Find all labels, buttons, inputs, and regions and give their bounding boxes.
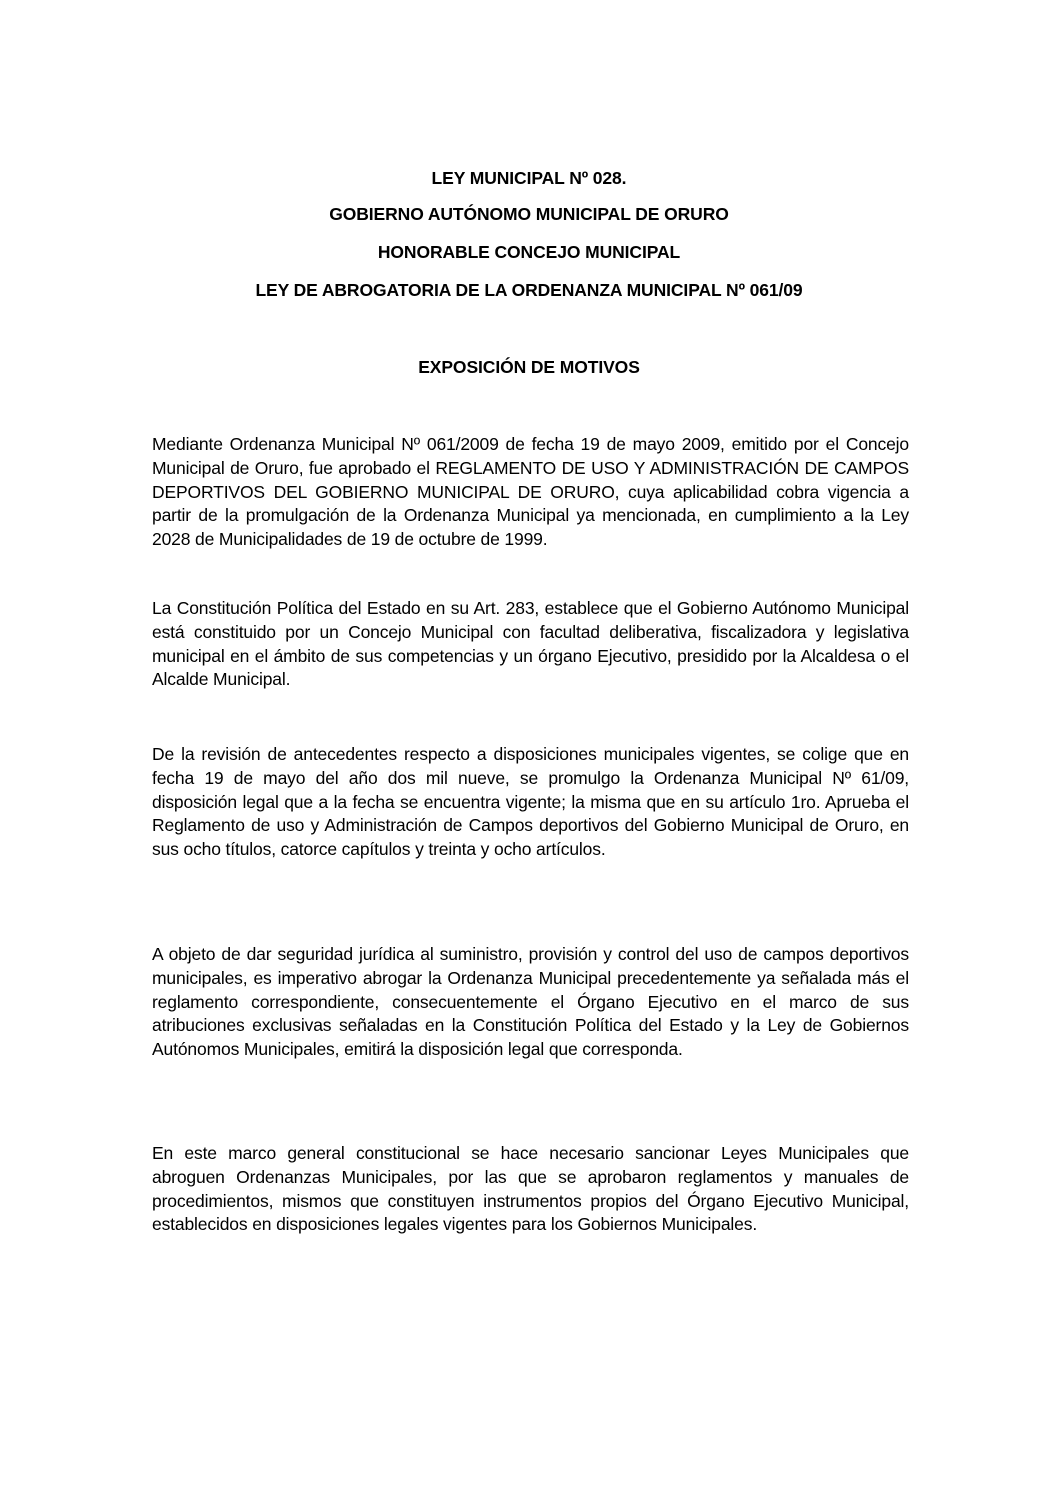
government-name-heading: GOBIERNO AUTÓNOMO MUNICIPAL DE ORURO	[329, 204, 729, 224]
paragraph-4: A objeto de dar seguridad jurídica al suministro, provisión y control del uso de campos deportivos municipales, es imperativo abrogar la Ordenanza Municipal precedentemente ya señalada más el reglamento correspondiente, consecuentemente el Órgano Ejecutivo en el marco de sus atribuciones exclusivas señaladas en la Constitución Política del Estado y la Ley de Gobiernos Autónomos Municipales, emitirá la disposición legal que corresponda.	[152, 944, 909, 1060]
paragraph-3: De la revisión de antecedentes respecto a disposiciones municipales vigentes, se colige que en fecha 19 de mayo del año dos mil nueve, se promulgo la Ordenanza Municipal Nº 61/09, disposición legal que a la fecha se encuentra vigente; la misma que en su artículo 1ro. Aprueba el Reglamento de uso y Administración de Campos deportivos del Gobierno Municipal de Oruro, en sus ocho títulos, catorce capítulos y treinta y ocho artículos.	[152, 744, 909, 860]
council-name-heading: HONORABLE CONCEJO MUNICIPAL	[377, 242, 681, 262]
paragraph-5: En este marco general constitucional se hace necesario sancionar Leyes Municipales que abroguen Ordenanzas Municipales, por las que se aprobaron reglamentos y manuales de procedimientos, mismos que constituyen instrumentos propios del Órgano Ejecutivo Municipal, establecidos en disposiciones legales vigentes para los Gobiernos Municipales.	[152, 1143, 909, 1235]
paragraph-2: La Constitución Política del Estado en su Art. 283, establece que el Gobierno Autónomo Municipal está constituido por un Concejo Municipal con facultad deliberativa, fiscalizadora y legislativa municipal en el ámbito de sus competencias y un órgano Ejecutivo, presidido por la Alcaldesa o el Alcalde Municipal.	[152, 598, 909, 690]
paragraph-1: Mediante Ordenanza Municipal Nº 061/2009 de fecha 19 de mayo 2009, emitido por el Concejo Municipal de Oruro, fue aprobado el REGLAMENTO DE USO Y ADMINISTRACIÓN DE CAMPOS DEPORTIVOS DEL GOBIERNO MUNICIPAL DE ORURO, cuya aplicabilidad cobra vigencia a partir de la promulgación de la Ordenanza Municipal ya mencionada, en cumplimiento a la Ley 2028 de Municipalidades de 19 de octubre de 1999.	[152, 434, 909, 550]
law-number-heading: LEY MUNICIPAL Nº 028.	[431, 168, 627, 188]
section-title: EXPOSICIÓN DE MOTIVOS	[418, 357, 640, 377]
law-title-heading: LEY DE ABROGATORIA DE LA ORDENANZA MUNICIPAL Nº 061/09	[255, 280, 803, 300]
